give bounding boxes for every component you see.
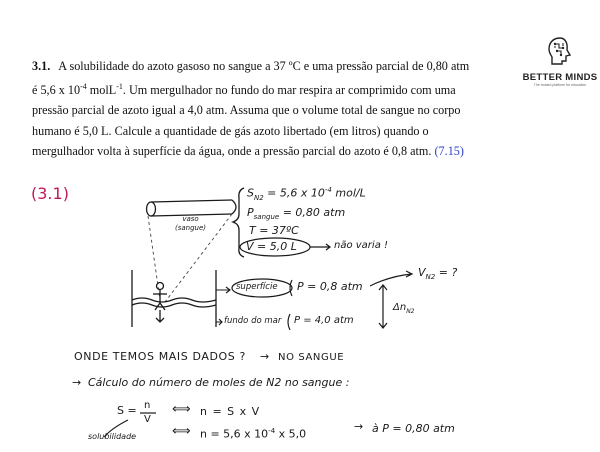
formula-denominator: V: [144, 414, 151, 425]
question-text: ONDE TEMOS MAIS DADOS ?: [74, 350, 246, 363]
arrow-nao-varia: [310, 244, 330, 250]
vessel-label: vaso (sangue): [175, 215, 207, 232]
delta-n-arrow: [379, 285, 387, 328]
formula-numerator: n: [144, 400, 151, 411]
nao-varia-note: não varia !: [334, 240, 389, 251]
formula-numeric: n = 5,6 x $10^{-4}$ x 5,0: [200, 427, 307, 441]
solubilidade-label: solubilidade: [88, 432, 137, 441]
logo-tagline: The trusted platform for education: [533, 83, 587, 87]
arrow-to-vn2: [370, 271, 412, 286]
data-brace: [233, 188, 244, 257]
problem-line-2: é 5,6 x $10^{-4}$ molL$^{-1}$. Um mergulhador no fundo do mar respira ar comprimido com uma: [32, 81, 456, 97]
iff-symbol-2: ⟺: [172, 424, 191, 439]
problem-line-3: pressão parcial de azoto igual a 4,0 atm. Assuma que o volume total de sangue no corpo: [32, 103, 461, 118]
vn2-question: $V_{N2}$ = ?: [418, 266, 458, 282]
problem-reference: (7.15): [434, 144, 464, 159]
problem-line-5: mergulhador volta à superfície da água, onde a pressão parcial do azoto é 0,8 atm. (7.15): [32, 144, 464, 159]
sea-drawing: [132, 270, 216, 327]
solubility-n2: $S_{N2} = 5,6$ x $10^{-4}$ mol/L: [247, 186, 366, 202]
problem-line-1: 3.1. A solubilidade do azoto gasoso no sangue a 37 ºC e uma pressão parcial de 0,80 atm: [32, 59, 470, 73]
arrow-answer: →: [260, 350, 270, 363]
brace-fundo: [288, 314, 290, 330]
arrow-to-fundo: [216, 319, 222, 325]
formula-s: S =: [117, 404, 137, 417]
temperature: T = 37ºC: [249, 224, 299, 237]
logo-brand: BETTER MINDS: [522, 72, 598, 83]
calc-intro: Cálculo do número de moles de N2 no sangue :: [88, 376, 350, 389]
answer-text: NO SANGUE: [278, 352, 345, 363]
fundo-label: fundo do mar: [224, 316, 282, 326]
superficie-label: superfície: [236, 282, 278, 292]
blood-vessel-drawing: [147, 200, 237, 216]
delta-n-label: $\Delta n_{N2}$: [393, 302, 415, 315]
arrow-calc: →: [72, 376, 82, 389]
pressure-blood: $P_{sangue} = 0,80$ atm: [247, 206, 346, 222]
at-pressure-note: à P = 0,80 atm: [372, 422, 455, 435]
problem-number: 3.1.: [32, 59, 51, 73]
arrow-at: →: [354, 420, 364, 433]
iff-symbol-1: ⟺: [172, 402, 191, 417]
formula-n-sxv: n = S x V: [200, 405, 261, 418]
pressure-surface: P = 0,8 atm: [297, 280, 363, 293]
problem-line-4: humano é 5,0 L. Calcule a quantidade de gás azoto libertado (em litros) quando o: [32, 123, 429, 138]
pressure-fundo: P = 4,0 atm: [294, 315, 354, 326]
blood-volume: V = 5,0 L: [246, 240, 297, 253]
arrow-to-superficie: [216, 287, 230, 293]
exercise-label: (3.1): [31, 184, 69, 203]
